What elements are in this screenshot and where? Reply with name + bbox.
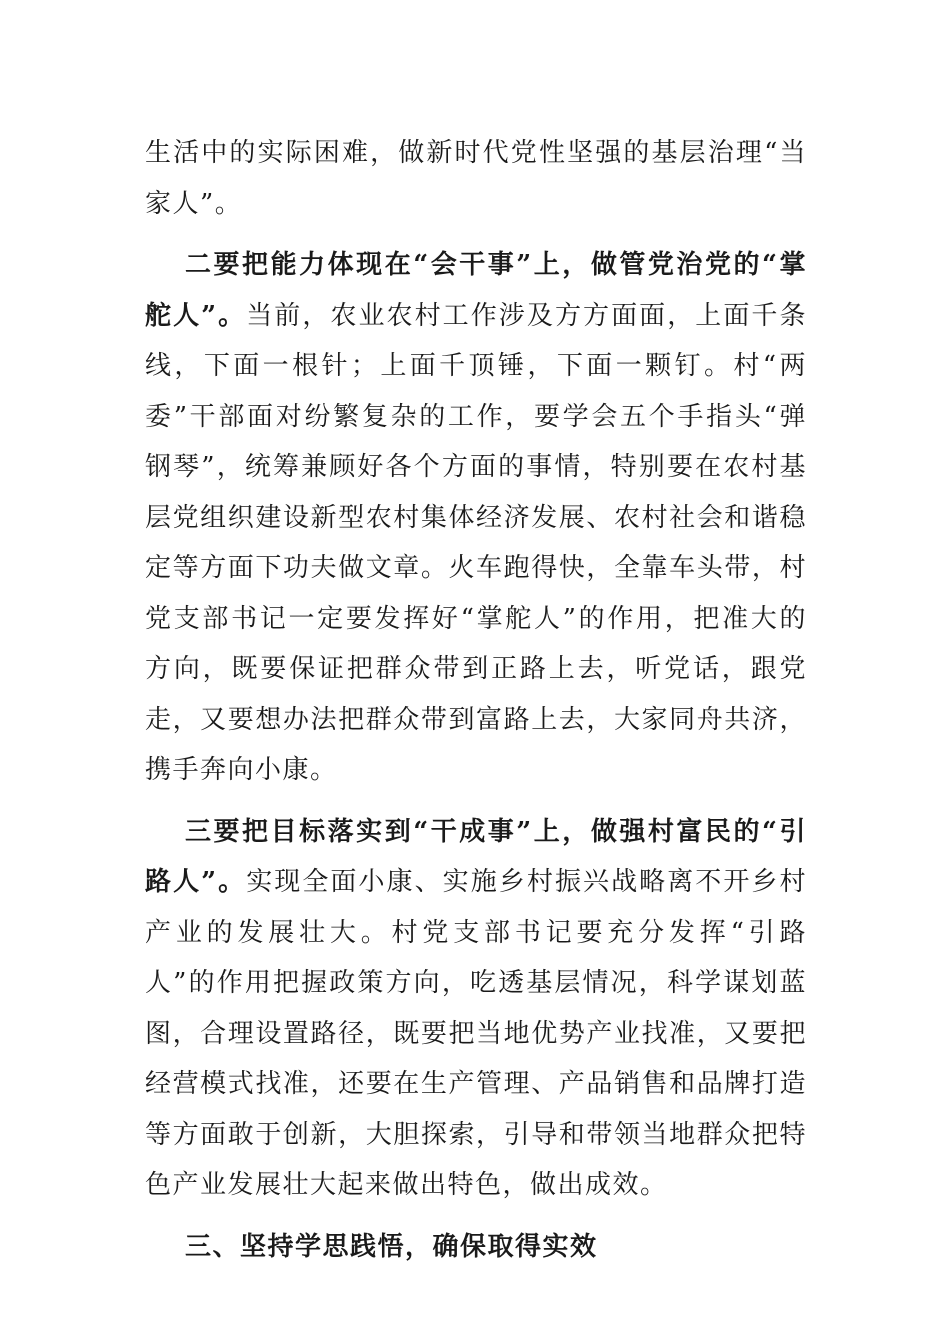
paragraph-text: 当前，农业农村工作涉及方方面面，上面千条线，下面一根针；上面千顶锤，下面一颗钉。村“两委”干部面对纷繁复杂的工作，要学会五个手指头“弹钢琴”，统筹兼顾好各个方面的事情，特别要在农村基层党组织建设新型农村集体经济发展、农村社会和谐稳定等方面下功夫做文章。火车跑得快，全靠车头带，村党支部书记一定要发挥好“掌舵人”的作用，把准大的方向，既要保证把群众带到正路上去，听党话，跟党走，又要想办法把群众带到富路上去，大家同舟共济，携手奔向小康。 <box>145 300 807 785</box>
paragraph-text: 实现全面小康、实施乡村振兴战略离不开乡村产业的发展壮大。村党支部书记要充分发挥“引路人”的作用把握政策方向，吃透基层情况，科学谋划蓝图，合理设置路径，既要把当地优势产业找准，又要把经营模式找准，还要在生产管理、产品销售和品牌打造等方面敢于创新，大胆探索，引导和带领当地群众把特色产业发展壮大起来做出特色，做出成效。 <box>145 867 807 1200</box>
paragraph-lead: 二要把能力体现在“会干事”上，做管党治党的“掌舵人”。 <box>145 250 807 331</box>
paragraph-point-two <box>145 240 807 796</box>
paragraph-continuation <box>145 128 807 229</box>
section-heading: 三、坚持学思践悟，确保取得实效 <box>185 1231 598 1262</box>
paragraph-lead: 三要把目标落实到“干成事”上，做强村富民的“引路人”。 <box>145 816 807 897</box>
document-body <box>145 128 807 1283</box>
paragraph-text: 生活中的实际困难，做新时代党性坚强的基层治理“当家人”。 <box>145 138 807 219</box>
paragraph-point-three <box>145 807 807 1211</box>
